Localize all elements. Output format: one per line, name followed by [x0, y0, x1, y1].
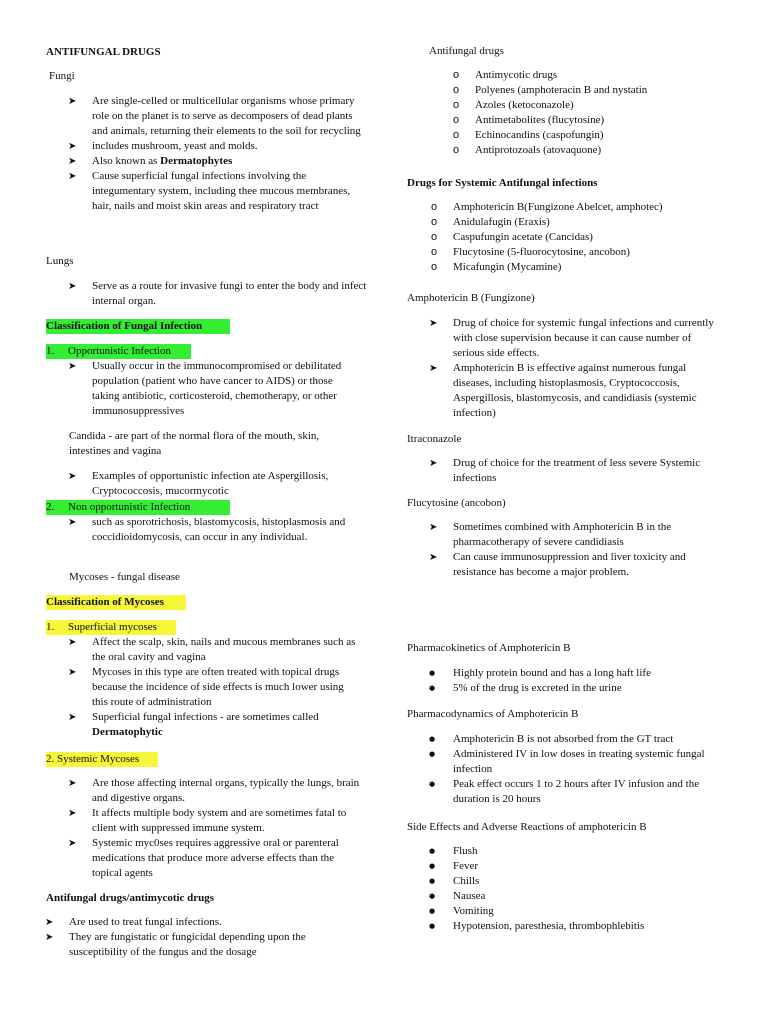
pharmacokinetics-list — [453, 666, 733, 696]
fungi-label: Fungi — [49, 70, 75, 82]
list-item: ● Hypotension, paresthesia, thrombophlebitis — [453, 919, 723, 934]
list-item: ● Administered IV in low doses in treating systemic fungal infection — [453, 747, 723, 777]
pharmacokinetics-label: Pharmacokinetics of Amphotericin B — [407, 642, 571, 654]
list-item: o Azoles (ketoconazole) — [475, 98, 745, 113]
opportunistic-examples — [92, 469, 352, 499]
list-item: o Echinocandins (caspofungin) — [475, 128, 745, 143]
side-effects-list — [453, 844, 723, 934]
amphotericin-list — [453, 316, 723, 421]
list-item: ● Highly protein bound and has a long haft life — [453, 666, 733, 681]
list-item: ● Peak effect occurs 1 to 2 hours after IV infusion and the duration is 20 hours — [453, 777, 723, 807]
list-item: ➤ Sometimes combined with Amphotericin B in the pharmacotherapy of severe candidiasis — [453, 520, 723, 550]
list-item: ➤ Are single-celled or multicellular organisms whose primary role on the planet is to serve as decomposers of dead plants and animals, returning their elements to the soil for recycling — [92, 94, 362, 139]
list-item: ➤ Amphotericin B is effective against numerous fungal diseases, including histoplasmosis, Cryptococcosis, Aspergillosis, blastomycosis, and candidiasis (systemic infection) — [453, 361, 723, 421]
list-item: o Flucytosine (5-fluorocytosine, ancobon) — [453, 245, 743, 260]
list-item: ➤ includes mushroom, yeast and molds. — [92, 139, 362, 154]
list-item: ● Amphotericin B is not absorbed from the GT tract — [453, 732, 723, 747]
document-title: ANTIFUNGAL DRUGS — [46, 46, 161, 58]
list-item: ➤ Systemic myc0ses requires aggressive oral or parenteral medications that produce more adverse effects than the topical agents — [92, 836, 362, 881]
list-item: ➤ Usually occur in the immunocompromised or debilitated population (patient who have cancer to AIDS) or those taking antibiotic, corticosteroid, chemotherapy, or other immunosuppressives — [92, 359, 362, 419]
list-item: ➤ Cause superficial fungal infections involving the integumentary system, including thee mucous membranes, hair, nails and moist skin areas and respiratory tract — [92, 169, 362, 214]
itraconazole-label: Itraconazole — [407, 433, 462, 445]
list-item: ➤ It affects multiple body system and are sometimes fatal to client with suppressed immune system. — [92, 806, 362, 836]
list-item: o Antimycotic drugs — [475, 68, 745, 83]
superficial-heading: 1. Superficial mycoses — [46, 620, 176, 635]
list-item: ● 5% of the drug is excreted in the urine — [453, 681, 733, 696]
list-item: ➤ Affect the scalp, skin, nails and mucous membranes such as the oral cavity and vagina — [92, 635, 362, 665]
list-item: ● Flush — [453, 844, 723, 859]
antifungal-heading: Antifungal drugs/antimycotic drugs — [46, 892, 215, 904]
list-item: ➤ Superficial fungal infections - are sometimes called Dermatophytic — [92, 710, 362, 740]
list-item: ➤ They are fungistatic or fungicidal depending upon the susceptibility of the fungus and the dosage — [69, 930, 359, 960]
systemic-drugs-heading: Drugs for Systemic Antifungal infections — [407, 177, 598, 189]
list-item: o Amphotericin B(Fungizone Abelcet, amphotec) — [453, 200, 743, 215]
non-opportunistic-list — [92, 515, 362, 545]
list-item: o Caspufungin acetate (Cancidas) — [453, 230, 743, 245]
opportunistic-heading: 1. Opportunistic Infection — [46, 344, 191, 359]
list-item: ● Nausea — [453, 889, 723, 904]
amphotericin-label: Amphotericin B (Fungizone) — [407, 292, 535, 304]
mycoses-text: Mycoses - fungal disease — [69, 571, 180, 583]
list-item: ➤ Also known as Dermatophytes — [92, 154, 362, 169]
list-item: ● Chills — [453, 874, 723, 889]
classification-infection-heading: Classification of Fungal Infection — [46, 319, 230, 334]
flucytosine-label: Flucytosine (ancobon) — [407, 497, 506, 509]
classification-mycoses-heading: Classification of Mycoses — [46, 595, 186, 610]
pharmacodynamics-list — [453, 732, 723, 807]
list-item: ➤ such as sporotrichosis, blastomycosis, histoplasmosis and coccidioidomycosis, can occur in any individual. — [92, 515, 362, 545]
list-item: ➤ Serve as a route for invasive fungi to enter the body and infect internal organ. — [92, 279, 367, 309]
lungs-label: Lungs — [46, 255, 74, 267]
list-item: o Antimetabolites (flucytosine) — [475, 113, 745, 128]
opportunistic-list — [92, 359, 362, 419]
list-item: o Micafungin (Mycamine) — [453, 260, 743, 275]
flucytosine-list — [453, 520, 723, 580]
candida-text: Candida - are part of the normal flora of the mouth, skin, intestines and vagina — [69, 430, 320, 457]
list-item: o Anidulafugin (Eraxis) — [453, 215, 743, 230]
itraconazole-list — [453, 456, 713, 486]
superficial-list — [92, 635, 362, 740]
list-item: o Antiprotozoals (atovaquone) — [475, 143, 745, 158]
pharmacodynamics-label: Pharmacodynamics of Amphotericin B — [407, 708, 579, 720]
list-item: ➤ Are those affecting internal organs, typically the lungs, brain and digestive organs. — [92, 776, 362, 806]
antifungal-drugs-list — [475, 68, 745, 158]
systemic-drugs-list — [453, 200, 743, 275]
list-item: ➤ Are used to treat fungal infections. — [69, 915, 359, 930]
antifungal-drugs-label: Antifungal drugs — [429, 45, 504, 57]
side-effects-label: Side Effects and Adverse Reactions of amphotericin B — [407, 821, 647, 833]
list-item: ● Fever — [453, 859, 723, 874]
fungi-list — [92, 94, 362, 214]
non-opportunistic-heading: 2. Non opportunistic Infection — [46, 500, 230, 515]
systemic-heading: 2. Systemic Mycoses — [46, 752, 158, 767]
list-item: ➤ Drug of choice for systemic fungal infections and currently with close supervision because it can cause number of serious side effects. — [453, 316, 723, 361]
list-item: ● Vomiting — [453, 904, 723, 919]
lungs-list — [92, 279, 367, 309]
systemic-list — [92, 776, 362, 881]
list-item: ➤ Can cause immunosuppression and liver toxicity and resistance has become a major problem. — [453, 550, 723, 580]
antifungal-purpose-list — [69, 915, 359, 960]
list-item: ➤ Mycoses in this type are often treated with topical drugs because the incidence of side effects is much lower using this route of administration — [92, 665, 362, 710]
list-item: ➤ Drug of choice for the treatment of less severe Systemic infections — [453, 456, 713, 486]
list-item: o Polyenes (amphoteracin B and nystatin — [475, 83, 745, 98]
list-item: ➤ Examples of opportunistic infection ate Aspergillosis, Cryptococcosis, mucormycotic — [92, 469, 352, 499]
